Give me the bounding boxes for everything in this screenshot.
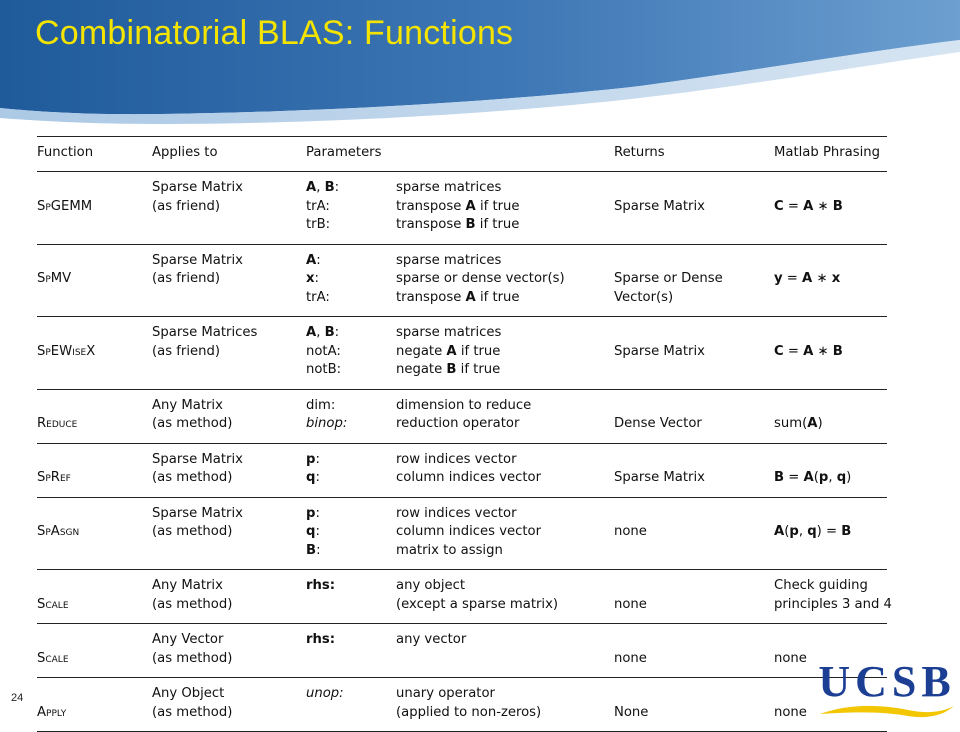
applies-to: Any Vector (as method) (152, 632, 233, 666)
parameter-names: p: q: (306, 451, 320, 485)
parameter-names: unop: (306, 686, 344, 701)
functions-table (37, 136, 892, 732)
parameter-names: A, B: trA: trB: (306, 180, 340, 232)
parameter-descriptions: sparse matrices negate A if true negate B if true (396, 325, 502, 377)
matlab-phrasing: sum(A) (774, 416, 823, 431)
table-row (37, 245, 887, 318)
applies-to: Sparse Matrices (as friend) (152, 325, 258, 359)
function-name: Apply (37, 704, 67, 720)
function-name: SpAsgn (37, 524, 80, 539)
slide-title: Combinatorial BLAS: Functions (35, 14, 514, 52)
header-function: Function (37, 145, 94, 160)
applies-to: Sparse Matrix (as friend) (152, 180, 243, 214)
matlab-phrasing: none (774, 650, 807, 666)
function-name: Scale (37, 596, 69, 612)
parameter-names: rhs: (306, 632, 336, 647)
applies-to: Sparse Matrix (as method) (152, 505, 243, 539)
returns: Sparse Matrix (614, 470, 705, 485)
returns: Sparse or Dense Vector(s) (614, 271, 723, 305)
applies-to: Sparse Matrix (as friend) (152, 252, 243, 286)
table-row (37, 317, 887, 390)
parameter-descriptions: sparse matrices sparse or dense vector(s) transpose A if true (396, 252, 565, 305)
table-row (37, 390, 887, 444)
parameter-descriptions: sparse matrices transpose A if true transpose B if true (396, 180, 520, 232)
table-header-row (37, 137, 887, 172)
parameter-descriptions: any object (except a sparse matrix) (396, 578, 559, 612)
parameter-descriptions: row indices vector column indices vector (396, 451, 542, 485)
applies-to: Sparse Matrix (as method) (152, 451, 243, 485)
parameter-names: A, B: notA: notB: (306, 325, 342, 377)
matlab-phrasing: A(p, q) = B (774, 524, 852, 539)
matlab-phrasing: Check guiding principles 3 and 4 (774, 578, 892, 612)
matlab-phrasing: B = A(p, q) (774, 470, 852, 485)
parameter-names: dim: binop: (306, 397, 348, 431)
header-applies-to: Applies to (152, 145, 218, 160)
function-name: SpEWiseX (37, 343, 96, 359)
parameter-names: A: x: trA: (306, 252, 330, 305)
parameter-descriptions: row indices vector column indices vector matrix to assign (396, 505, 542, 558)
logo-wave-icon (818, 702, 956, 720)
parameter-names: p: q: B: (306, 505, 321, 558)
applies-to: Any Matrix (as method) (152, 578, 233, 612)
matlab-phrasing: y = A ∗ x (774, 271, 841, 286)
page-number: 24 (11, 692, 24, 704)
table-row (37, 624, 887, 678)
header-matlab-phrasing: Matlab Phrasing (774, 145, 881, 160)
function-name: Reduce (37, 416, 78, 431)
matlab-phrasing: C = A ∗ B (774, 198, 843, 214)
parameter-descriptions: unary operator (applied to non-zeros) (396, 686, 542, 720)
ucsb-logo (818, 658, 956, 720)
returns: None (614, 704, 649, 720)
parameter-descriptions: any vector (396, 632, 467, 647)
matlab-phrasing: C = A ∗ B (774, 343, 843, 359)
parameter-names: rhs: (306, 578, 336, 593)
returns: Sparse Matrix (614, 198, 705, 214)
logo-text: UCSB (818, 657, 956, 706)
function-name: SpRef (37, 470, 71, 485)
table-body (37, 172, 892, 732)
returns: Dense Vector (614, 416, 702, 431)
table-row (37, 498, 887, 571)
header-parameters: Parameters (306, 145, 382, 160)
table-row (37, 678, 887, 732)
applies-to: Any Object (as method) (152, 686, 233, 720)
table-row (37, 172, 887, 245)
function-name: Scale (37, 650, 69, 666)
table-row (37, 444, 887, 498)
parameter-descriptions: dimension to reduce reduction operator (396, 397, 532, 431)
header-returns: Returns (614, 145, 665, 160)
function-name: SpMV (37, 271, 72, 286)
table-row (37, 570, 892, 624)
returns: none (614, 596, 647, 612)
returns: none (614, 650, 647, 666)
applies-to: Any Matrix (as method) (152, 397, 233, 431)
function-name: SpGEMM (37, 198, 93, 214)
returns: Sparse Matrix (614, 343, 705, 359)
returns: none (614, 524, 647, 539)
matlab-phrasing: none (774, 704, 807, 720)
